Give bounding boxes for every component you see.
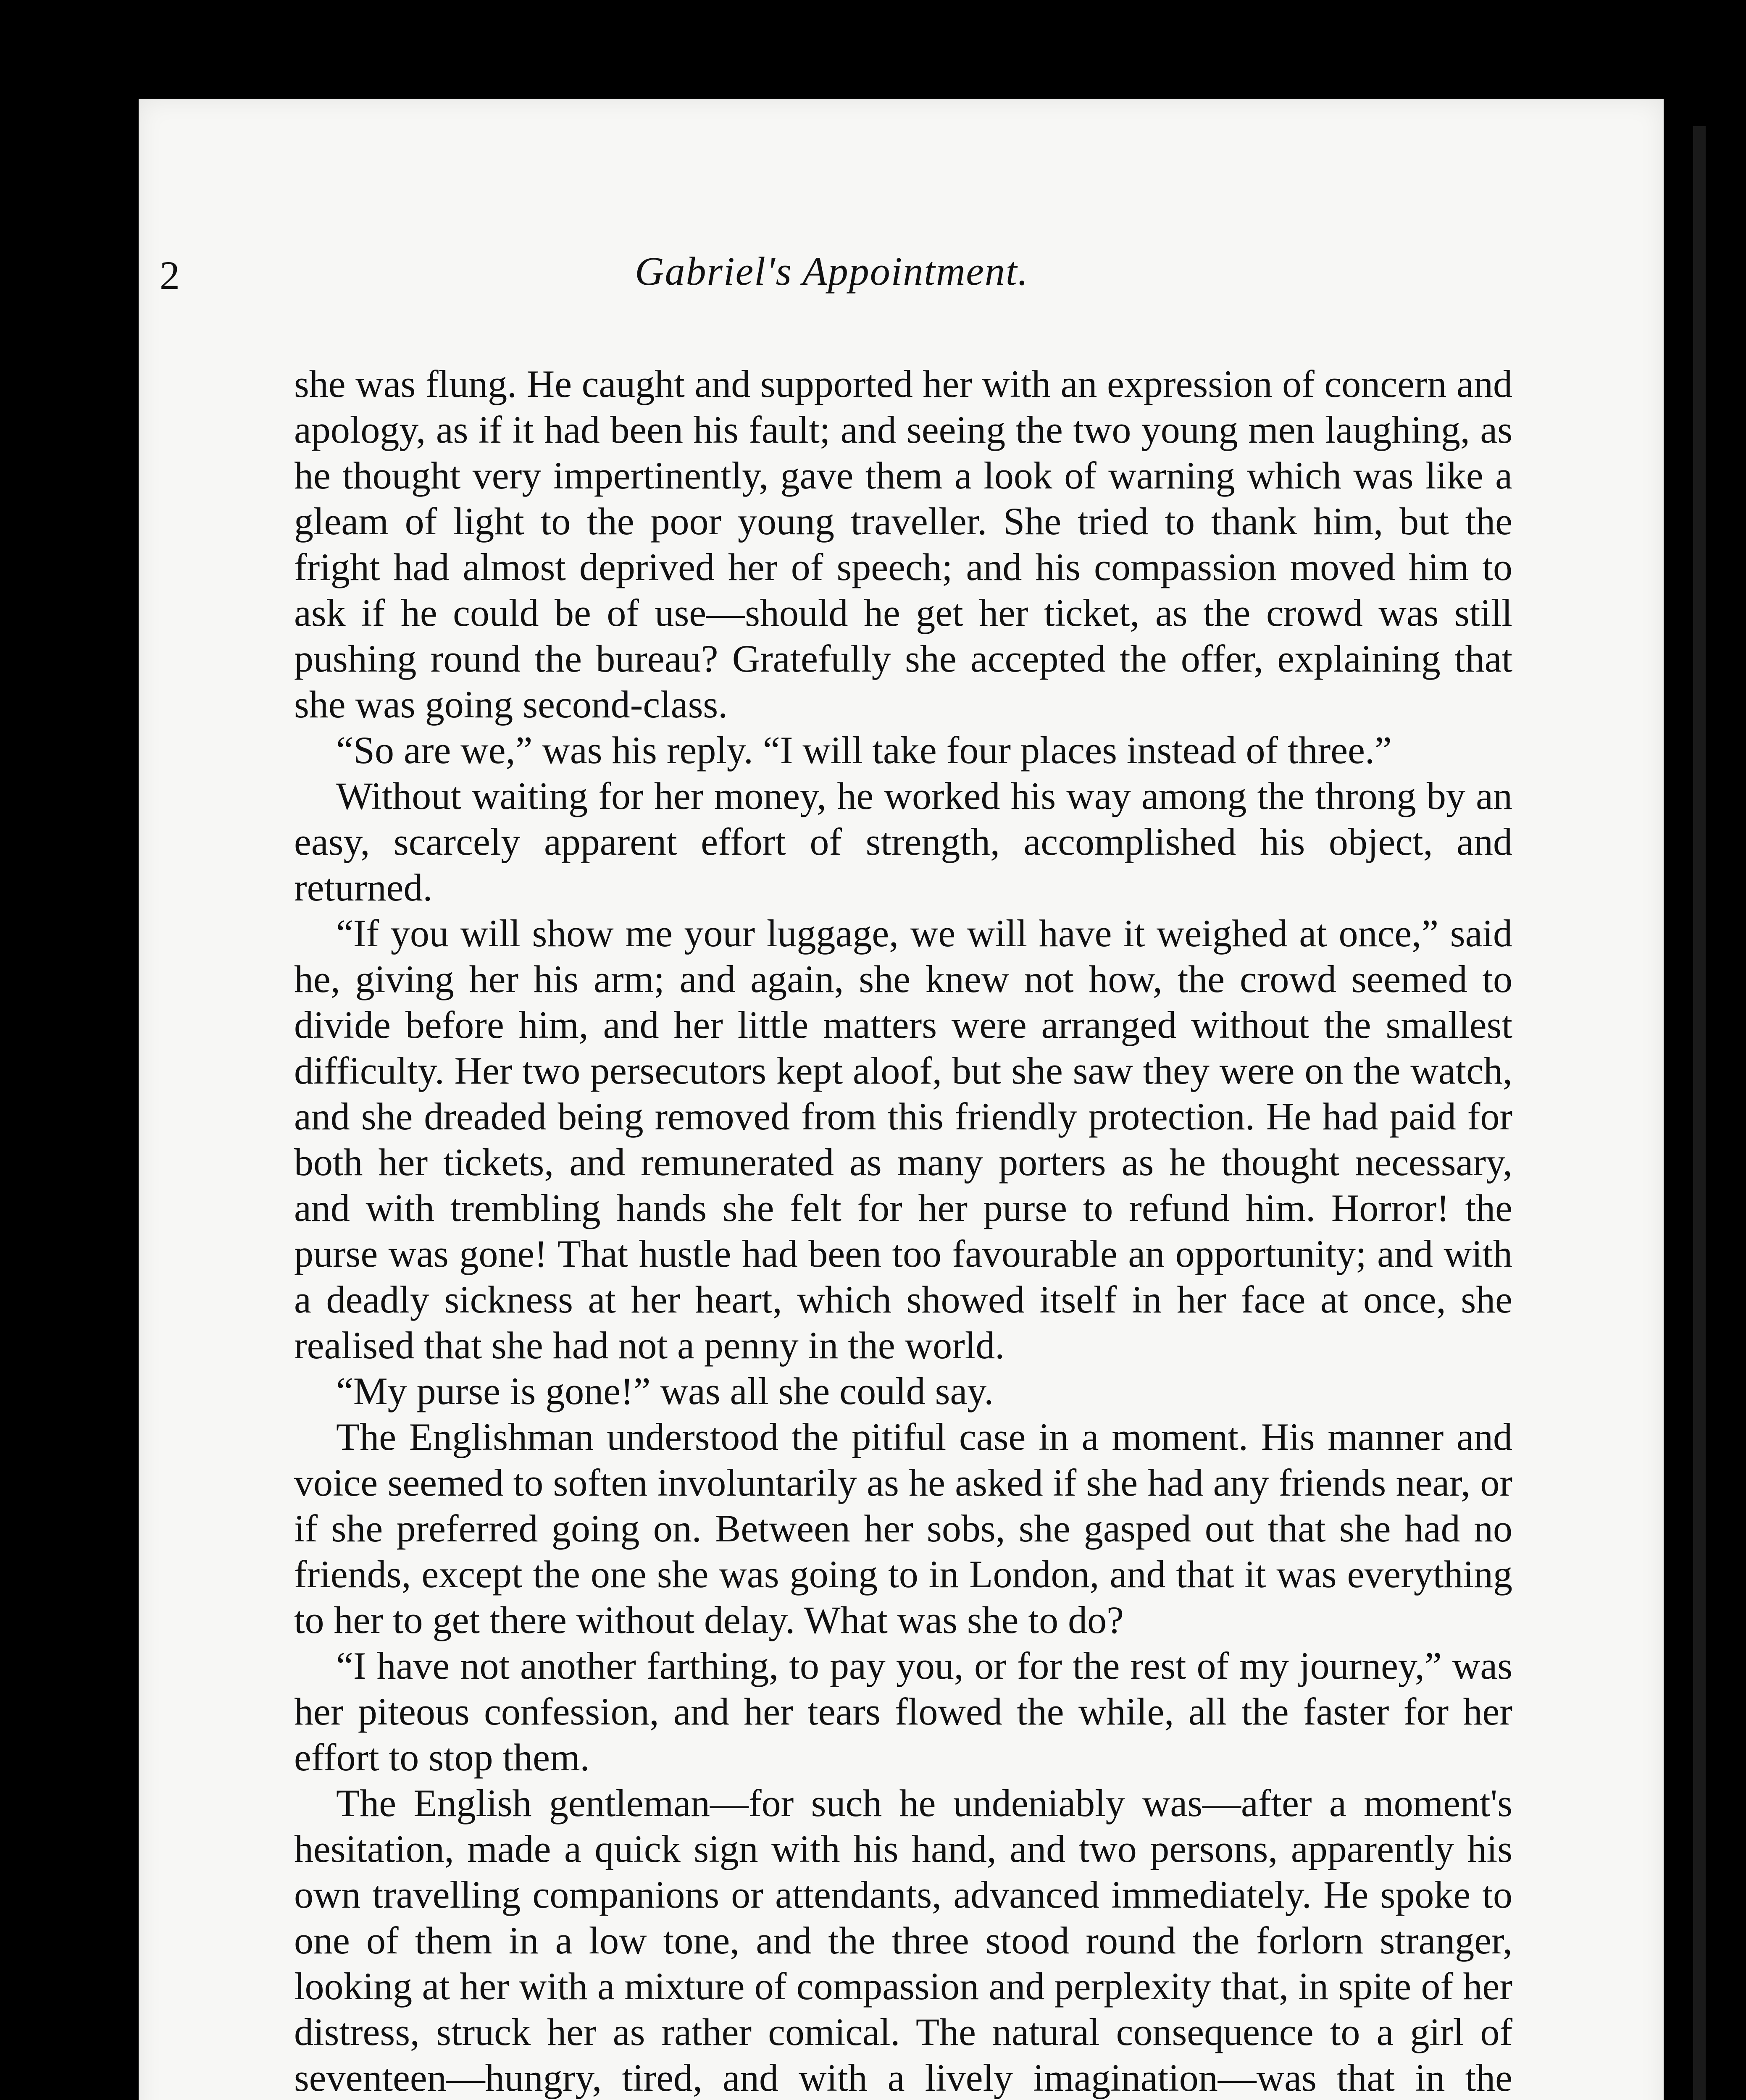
paragraph: Without waiting for her money, he worked his way among the throng by an easy, scarcely apparent effort of strength, accomplished his object, and returned. bbox=[294, 774, 1512, 909]
next-page-edge bbox=[1693, 126, 1706, 2100]
paragraph: “I have not another farthing, to pay you, or for the rest of my journey,” was her piteous confession, and her tears flowed the while, all the faster for her effort to stop them. bbox=[294, 1644, 1512, 1779]
page-header bbox=[160, 168, 1504, 298]
paragraph: The Englishman understood the pitiful case in a moment. His manner and voice seemed to soften involuntarily as he asked if she had any friends near, or if she preferred going on. Between her sobs, she gasped out that she had no friends, except the one she was going to in London, and that it was everything to her to get there without delay. What was she to do? bbox=[294, 1415, 1512, 1641]
paragraph: she was flung. He caught and supported her with an expression of concern and apology, as if it had been his fault; and seeing the two young men laughing, as he thought very impertinently, gave them a look of warning which was like a gleam of light to the poor young traveller. She tried to thank him, but the fright had almost deprived her of speech; and his compassion moved him to ask if he could be of use—should he get her ticket, as the crowd was still pushing round the bureau? Gratefully she accepted the offer, explaining that she was going second-class. bbox=[294, 362, 1512, 726]
paragraph: “If you will show me your luggage, we will have it weighed at once,” said he, giving her his arm; and again, she knew not how, the crowd seemed to divide before him, and her little matters were arranged without the smallest difficulty. Her two persecutors kept aloof, but she saw they were on the watch, and she dreaded being removed from this friendly protection. He had paid for both her tickets, and remunerated as many porters as he thought necessary, and with trembling hands she felt for her purse to refund him. Horror! the purse was gone! That hustle had been too favourable an opportunity; and with a deadly sickness at her heart, which showed itself in her face at once, she realised that she had not a penny in the world. bbox=[294, 912, 1512, 1367]
paragraph: “My purse is gone!” was all she could say. bbox=[336, 1370, 994, 1412]
running-title: Gabriel's Appointment. bbox=[635, 249, 1029, 294]
page-number: 2 bbox=[160, 253, 180, 298]
paragraph: The English gentleman—for such he undeniably was—after a moment's hesitation, made a quick sign with his hand, and two persons, apparently his own travelling companions or attendants, advanced immediately. He spoke to one of them in a low tone, and the three stood round the forlorn stranger, looking at her with a mixture of compassion and perplexity that, in spite of her distress, struck her as rather comical. The natural consequence to a girl of seventeen—hungry, tired, and with a lively imagination—was that in the bbox=[294, 1782, 1512, 2099]
text-body bbox=[294, 361, 1512, 2100]
paragraph: “So are we,” was his reply. “I will take four places instead of three.” bbox=[336, 729, 1392, 772]
